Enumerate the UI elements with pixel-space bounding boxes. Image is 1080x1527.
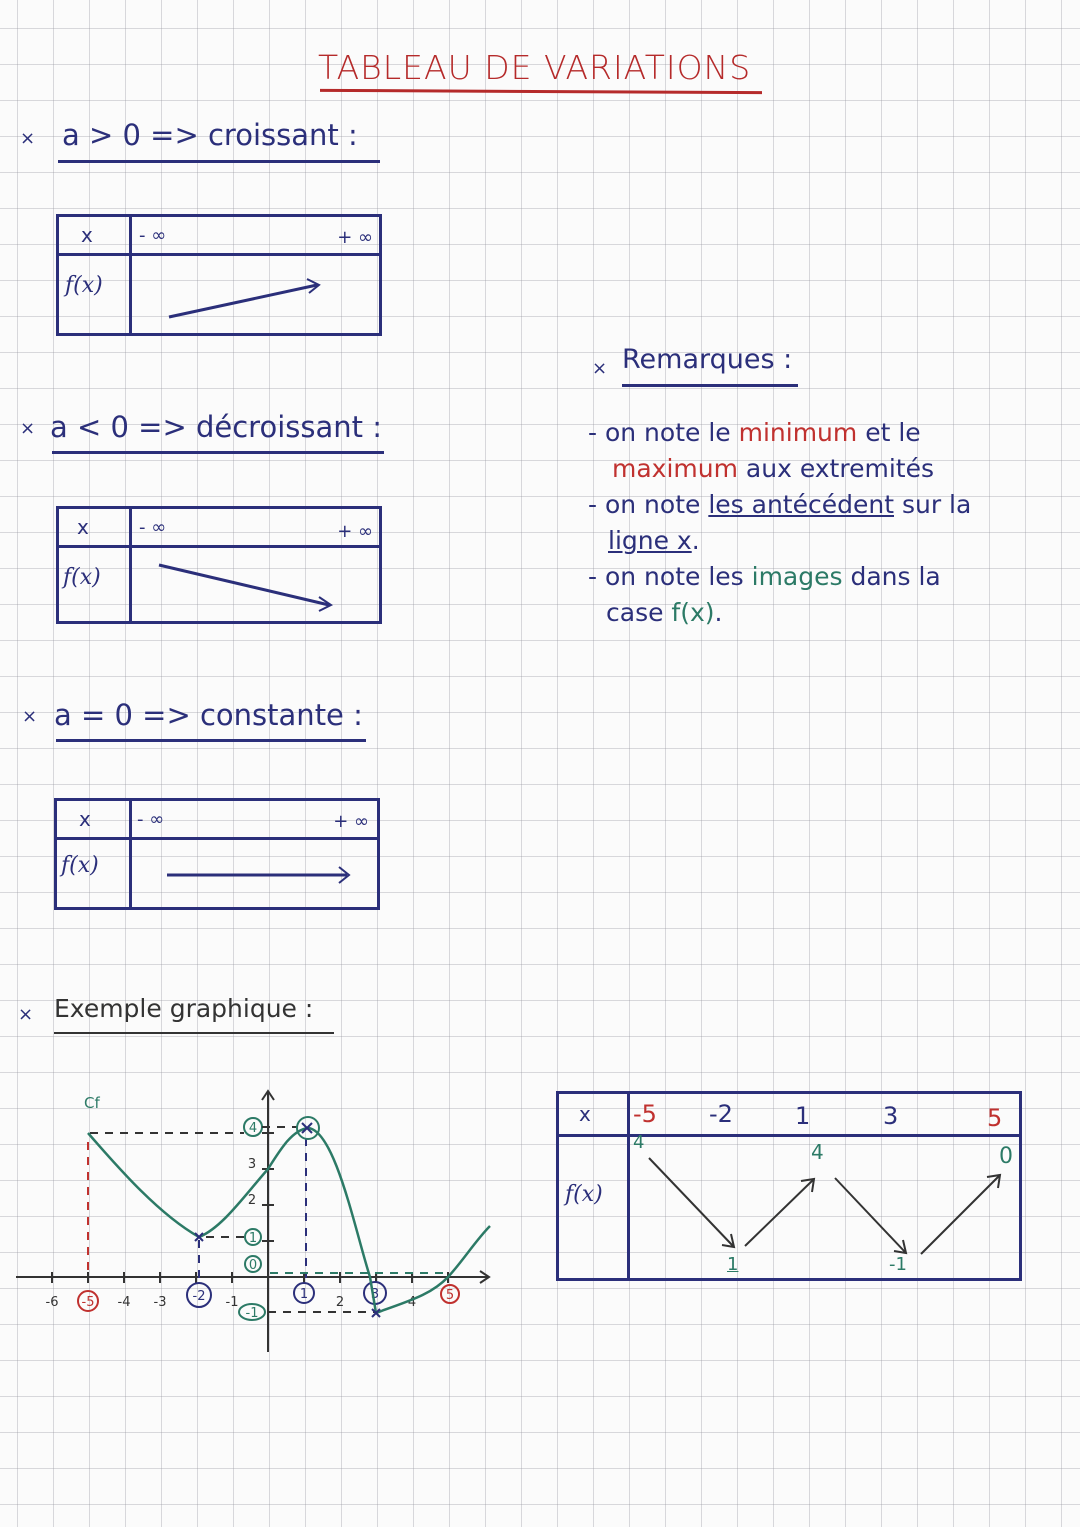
remarks-list: [588, 418, 1058, 634]
arrow-up-icon: [921, 1176, 999, 1254]
svg-text:-1: -1: [245, 1306, 259, 1321]
remark-line: [588, 598, 1058, 634]
remark-text: - on note les: [588, 562, 752, 591]
svg-text:-1: -1: [225, 1295, 239, 1310]
variation-table-constant: [54, 798, 380, 910]
remarks-heading: Remarques :: [622, 344, 793, 375]
f-value: -1: [889, 1254, 907, 1275]
remark-highlight-minimum: minimum: [738, 418, 858, 447]
x-end: + ∞: [333, 811, 369, 832]
circled-x-blue: [187, 1282, 386, 1307]
remark-text: - on note le: [588, 418, 739, 447]
variation-table-increasing: [56, 214, 382, 336]
remark-text: - on note: [588, 490, 709, 519]
page-title: TABLEAU DE VARIATIONS: [318, 48, 752, 87]
heading-underline: [56, 739, 366, 742]
remark-line: [588, 490, 1058, 526]
bullet-icon: ×: [592, 358, 608, 379]
x-end: + ∞: [337, 521, 373, 542]
x-tick-labels: [46, 1295, 417, 1310]
svg-text:2: 2: [335, 1295, 345, 1310]
heading-decroissant: a < 0 => décroissant :: [50, 410, 382, 444]
x-value: 5: [987, 1104, 1003, 1132]
svg-text:3: 3: [247, 1157, 257, 1172]
remark-line: [588, 562, 1058, 598]
remark-highlight-fx: f(x): [671, 598, 715, 627]
bullet-icon: ×: [22, 706, 38, 727]
decreasing-arrow-icon: [59, 509, 385, 627]
heading-croissant: a > 0 => croissant :: [62, 118, 358, 152]
title-underline: [320, 89, 762, 94]
x-label: x: [79, 807, 91, 831]
svg-text:5: 5: [445, 1288, 455, 1303]
svg-text:4: 4: [248, 1121, 258, 1136]
heading-constante: a = 0 => constante :: [54, 698, 363, 732]
svg-text:0: 0: [248, 1258, 258, 1273]
x-label: x: [81, 223, 93, 247]
remark-text: et le: [857, 418, 921, 447]
remark-text: .: [714, 598, 723, 627]
remark-highlight-images: images: [751, 562, 843, 591]
x-value: -5: [633, 1100, 657, 1128]
svg-text:3: 3: [370, 1287, 380, 1302]
bullet-icon: ×: [18, 1004, 34, 1025]
remark-line: [588, 454, 1058, 490]
fx-label: f(x): [565, 1182, 603, 1207]
x-value: -2: [709, 1100, 733, 1128]
variation-table-decreasing: [56, 506, 382, 624]
x-value: 3: [883, 1102, 899, 1130]
svg-text:4: 4: [407, 1295, 417, 1310]
arrow-down-icon: [835, 1178, 905, 1252]
remark-line: [588, 418, 1058, 454]
svg-text:-5: -5: [81, 1295, 95, 1310]
example-heading: Exemple graphique :: [54, 994, 314, 1023]
increasing-arrow-icon: [59, 217, 385, 339]
f-value: 4: [811, 1140, 824, 1164]
curve-cf: [88, 1128, 490, 1313]
heading-underline: [58, 160, 380, 163]
remark-text: sur la: [894, 490, 972, 519]
example-graph: [0, 1080, 520, 1360]
x-label: x: [579, 1102, 591, 1126]
bullet-icon: ×: [20, 128, 36, 149]
fx-label: f(x): [63, 565, 101, 590]
remark-underlined-ligne-x: ligne x: [608, 526, 692, 555]
remark-line: [588, 526, 1058, 562]
svg-text:-4: -4: [117, 1295, 131, 1310]
remark-text: dans la: [842, 562, 941, 591]
x-start: - ∞: [139, 517, 167, 538]
svg-text:1: 1: [248, 1231, 258, 1246]
f-value: 1: [727, 1254, 739, 1275]
example-variation-table: [556, 1091, 1022, 1281]
constant-arrow-icon: [57, 801, 383, 913]
curve-label: Cf: [84, 1094, 100, 1112]
remark-text: aux extremités: [737, 454, 934, 483]
y-tick-labels: [239, 1118, 265, 1321]
heading-underline: [54, 1032, 334, 1034]
svg-text:-3: -3: [153, 1295, 167, 1310]
variation-arrows: [559, 1094, 1025, 1284]
svg-text:-6: -6: [45, 1295, 59, 1310]
bullet-icon: ×: [20, 418, 36, 439]
x-start: - ∞: [137, 809, 165, 830]
arrow-down-icon: [649, 1158, 733, 1246]
x-value: 1: [795, 1102, 811, 1130]
fx-label: f(x): [61, 853, 99, 878]
heading-underline: [52, 451, 384, 454]
x-start: - ∞: [139, 225, 167, 246]
remark-highlight-maximum: maximum: [612, 454, 738, 483]
svg-text:2: 2: [247, 1193, 257, 1208]
svg-text:-2: -2: [192, 1289, 206, 1304]
remark-underlined-antecedent: les antécédent: [708, 490, 894, 519]
x-label: x: [77, 515, 89, 539]
f-value: 0: [999, 1144, 1013, 1169]
arrow-up-icon: [745, 1180, 813, 1246]
f-value: 4: [633, 1132, 645, 1153]
x-end: + ∞: [337, 227, 373, 248]
svg-text:1: 1: [299, 1287, 309, 1302]
fx-label: f(x): [65, 273, 103, 298]
remark-text: .: [691, 526, 700, 555]
remark-text: case: [606, 598, 672, 627]
heading-underline: [622, 384, 798, 387]
